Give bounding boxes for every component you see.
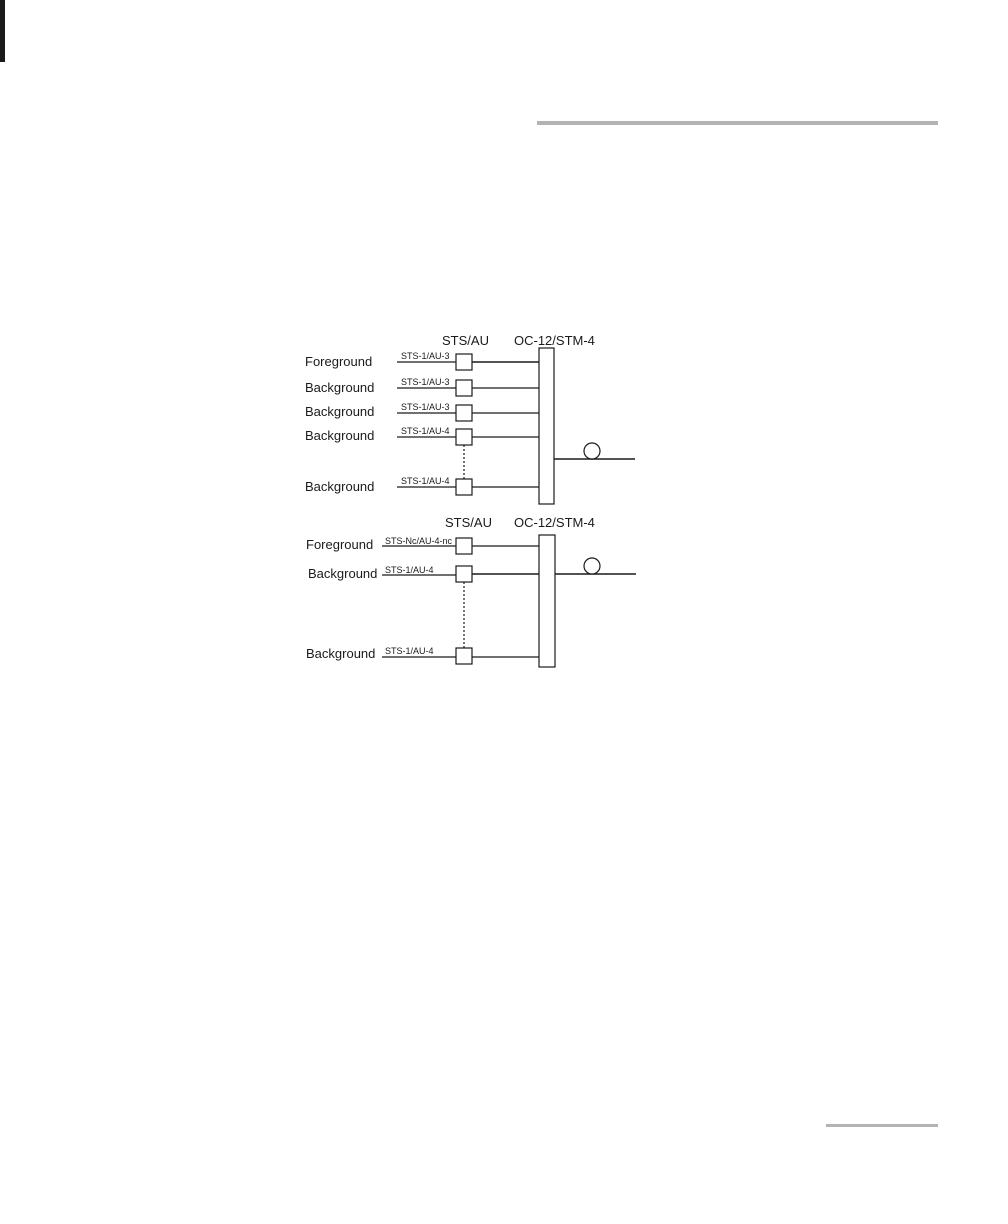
path-label: STS-1/AU-3 — [401, 402, 450, 412]
row-label: Background — [306, 646, 376, 661]
path-label: STS-1/AU-3 — [401, 377, 450, 387]
oc12-stm4-multiplexer — [539, 348, 554, 504]
oc12-stm4-multiplexer — [539, 535, 555, 667]
fiber-spool-icon — [584, 558, 600, 574]
row-label: Foreground — [306, 537, 374, 552]
row-label: Background — [305, 428, 375, 443]
path-label: STS-1/AU-4 — [385, 565, 434, 575]
row-label: Background — [305, 404, 375, 419]
sts-au-box — [456, 479, 472, 495]
sts-au-box — [456, 566, 472, 582]
row-label: Background — [308, 566, 378, 581]
row-label: Background — [305, 380, 375, 395]
sts-au-box — [456, 538, 472, 554]
header-sts-au: STS/AU — [445, 515, 492, 530]
row-label: Foreground — [305, 354, 373, 369]
sts-au-box — [456, 380, 472, 396]
diagram-top — [305, 333, 635, 504]
header-oc12-stm4: OC-12/STM-4 — [514, 333, 595, 348]
sts-au-box — [456, 648, 472, 664]
sts-au-box — [456, 354, 472, 370]
path-label: STS-1/AU-4 — [385, 646, 434, 656]
header-sts-au: STS/AU — [442, 333, 489, 348]
fiber-spool-icon — [584, 443, 600, 459]
path-label: STS-1/AU-3 — [401, 351, 450, 361]
path-label: STS-Nc/AU-4-nc — [385, 536, 453, 546]
header-oc12-stm4: OC-12/STM-4 — [514, 515, 595, 530]
diagram-bottom — [306, 515, 636, 667]
row-label: Background — [305, 479, 375, 494]
sts-au-box — [456, 429, 472, 445]
path-label: STS-1/AU-4 — [401, 426, 450, 436]
path-label: STS-1/AU-4 — [401, 476, 450, 486]
sts-au-box — [456, 405, 472, 421]
